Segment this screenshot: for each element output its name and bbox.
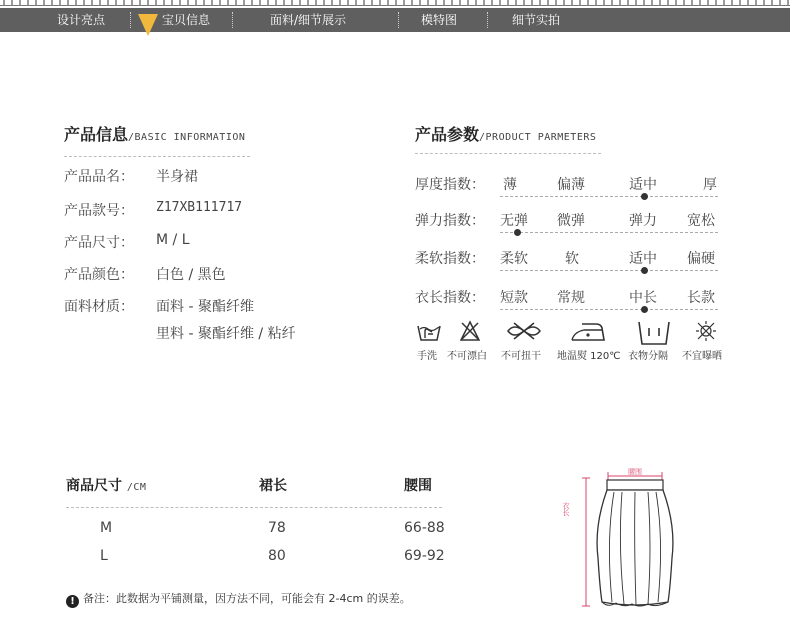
basic-info-title [64,122,245,145]
info-value-size: M / L [156,232,190,248]
nav-item-fabric-details[interactable]: 面料/细节展示 [270,13,347,27]
low-iron-icon [568,320,608,348]
size-cell-waist: 66-88 [404,520,445,536]
size-header-waist: 腰围 [404,478,432,494]
divider [64,156,250,157]
params-subtitle: /PRODUCT PARMETERS [479,132,597,143]
hand-wash-icon [416,320,442,348]
param-option: 偏薄 [557,177,585,193]
info-value-name: 半身裙 [156,169,198,185]
param-option: 常规 [557,290,585,306]
no-sun-icon [695,320,717,346]
params-title-text: 产品参数 [415,125,480,144]
size-cell-waist: 69-92 [404,548,445,564]
nav-separator [130,12,131,28]
param-scale-line [500,309,718,310]
param-option: 弹力 [629,213,657,229]
param-option: 宽松 [687,213,715,229]
param-selected-marker [641,306,648,313]
param-option: 无弹 [500,213,528,229]
info-label-color: 产品颜色： [64,267,134,283]
no-wring-icon [504,320,544,346]
param-scale-line [500,196,718,197]
param-label-softness: 柔软指数： [415,251,485,267]
info-label-material: 面料材质： [64,299,134,315]
care-label: 不可漂白 [447,351,487,362]
param-option: 短款 [500,290,528,306]
param-scale-line [500,270,718,271]
param-option: 长款 [687,290,715,306]
param-option: 适中 [629,177,657,193]
info-label-style-no: 产品款号： [64,203,134,219]
param-option: 偏硬 [687,251,715,267]
nav-item-model-photos[interactable]: 模特图 [421,13,458,27]
params-title [415,122,596,145]
info-value-style-no: Z17XB111717 [156,200,243,215]
size-cell-length: 80 [268,548,286,564]
care-label: 不宜曝晒 [682,351,722,362]
size-table-title [66,475,146,495]
info-label-size: 产品尺寸： [64,235,134,251]
nav-separator [487,12,488,28]
basic-info-title-text: 产品信息 [64,125,129,144]
measurement-note-text: 备注：此数据为平铺测量，因方法不同，可能会有 2-4cm 的误差。 [83,592,411,605]
size-cell-length: 78 [268,520,286,536]
param-selected-marker [641,193,648,200]
info-value-color: 白色 / 黑色 [156,267,226,283]
active-nav-indicator-icon [138,14,158,36]
info-value-shell: 面料 - 聚酯纤维 [156,299,254,315]
info-value-lining: 里料 - 聚酯纤维 / 粘纤 [156,326,296,342]
nav-separator [398,12,399,28]
param-selected-marker [641,267,648,274]
separate-wash-icon [637,320,671,350]
skirt-diagram [560,466,700,616]
care-label: 不可扭干 [501,351,541,362]
param-scale-line [500,232,718,233]
param-selected-marker [514,229,521,236]
diagram-waist-label: 腰围 [628,468,642,476]
measurement-note [66,590,411,608]
exclamation-icon: ! [66,595,79,608]
param-option: 软 [565,251,579,267]
info-label-name: 产品品名： [64,169,134,185]
diagram-length-label: 衣长 [562,502,570,516]
no-bleach-icon [459,320,481,346]
size-cell-size: M [100,520,113,536]
size-header-length: 裙长 [259,478,287,494]
param-option: 微弹 [557,213,585,229]
param-option: 薄 [503,177,517,193]
size-table-unit: /CM [126,482,147,493]
care-label: 手洗 [417,351,437,362]
care-label: 衣物分隔 [628,351,668,362]
param-option: 适中 [629,251,657,267]
care-label: 地温熨 120℃ [557,351,621,362]
param-label-thickness: 厚度指数： [415,177,485,193]
divider [415,153,601,154]
param-option: 柔软 [500,251,528,267]
section-nav-bar [0,8,790,32]
top-decoration [0,0,790,6]
basic-info-subtitle: /BASIC INFORMATION [128,132,246,143]
size-cell-size: L [100,548,108,564]
param-option: 中长 [629,290,657,306]
nav-item-design-highlights[interactable]: 设计亮点 [57,13,106,27]
divider [66,507,442,508]
param-label-length: 衣长指数： [415,290,485,306]
nav-item-detail-photos[interactable]: 细节实拍 [512,13,561,27]
size-table-title-text: 商品尺寸 [66,478,122,494]
param-label-elasticity: 弹力指数： [415,213,485,229]
nav-item-product-info[interactable]: 宝贝信息 [162,13,211,27]
nav-separator [232,12,233,28]
param-option: 厚 [703,177,717,193]
